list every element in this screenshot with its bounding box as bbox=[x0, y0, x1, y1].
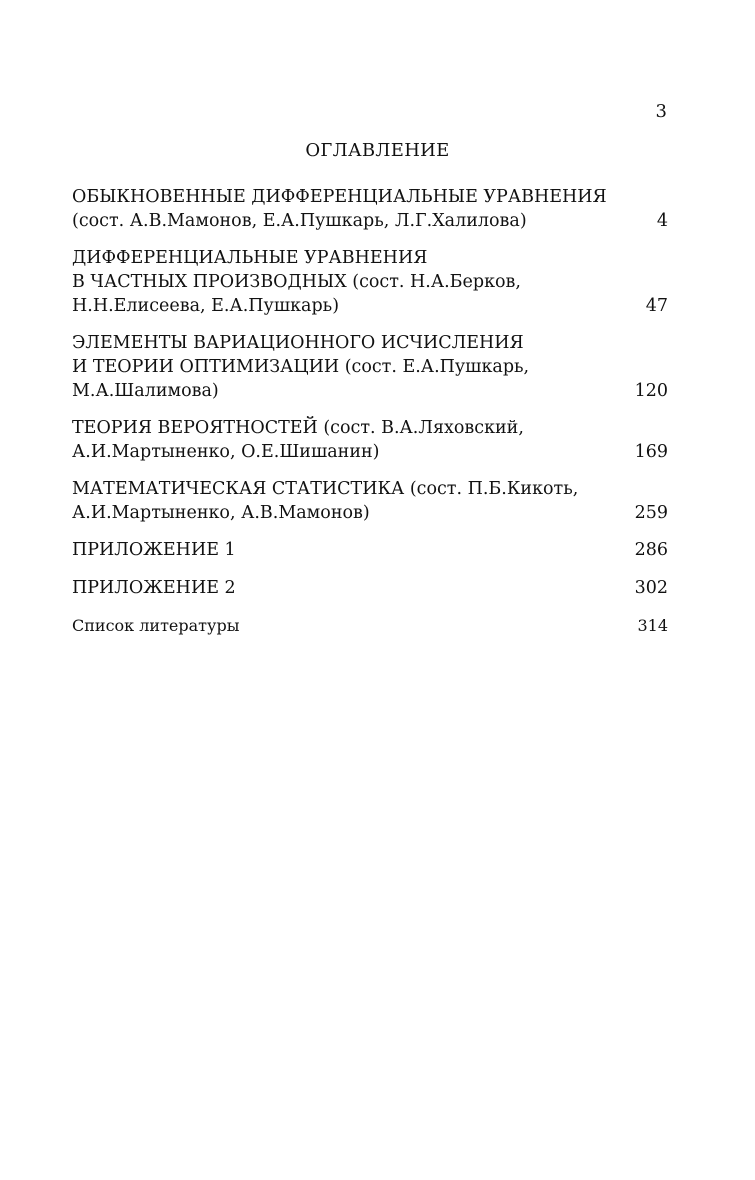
page-number: 3 bbox=[655, 101, 667, 122]
toc-entry-page: 47 bbox=[645, 296, 668, 316]
toc-entry-line: МАТЕМАТИЧЕСКАЯ СТАТИСТИКА (сост. П.Б.Кикоть, bbox=[72, 479, 579, 499]
toc-entry-line: ПРИЛОЖЕНИЕ 1 bbox=[72, 540, 236, 560]
toc-entry-appendix-1[interactable] bbox=[72, 538, 668, 562]
toc-entry-line: (сост. А.В.Мамонов, Е.А.Пушкарь, Л.Г.Халилова) bbox=[72, 211, 527, 231]
toc-entry-text bbox=[72, 576, 612, 600]
toc-entry-bibliography[interactable] bbox=[72, 614, 668, 638]
toc-entry-line: ПРИЛОЖЕНИЕ 2 bbox=[72, 578, 236, 598]
toc-entry-text bbox=[72, 614, 612, 638]
toc-entry-line: ДИФФЕРЕНЦИАЛЬНЫЕ УРАВНЕНИЯ bbox=[72, 248, 428, 268]
toc-entry-line: ОБЫКНОВЕННЫЕ ДИФФЕРЕНЦИАЛЬНЫЕ УРАВНЕНИЯ bbox=[72, 187, 607, 207]
toc-entry-page: 314 bbox=[637, 616, 668, 635]
toc-entry-line: Н.Н.Елисеева, Е.А.Пушкарь) bbox=[72, 296, 340, 316]
toc-entry-probability-theory[interactable] bbox=[72, 416, 668, 464]
toc-entry-page: 286 bbox=[634, 540, 668, 560]
toc-entry-line: ЭЛЕМЕНТЫ ВАРИАЦИОННОГО ИСЧИСЛЕНИЯ bbox=[72, 333, 524, 353]
toc-entry-text bbox=[72, 185, 612, 233]
toc-entry-page: 120 bbox=[634, 381, 668, 401]
toc-entry-text bbox=[72, 246, 612, 318]
toc-entry-mathematical-statistics[interactable] bbox=[72, 477, 668, 525]
toc-entry-calculus-of-variations[interactable] bbox=[72, 331, 668, 403]
toc-entry-appendix-2[interactable] bbox=[72, 576, 668, 600]
toc-entry-page: 169 bbox=[634, 442, 668, 462]
toc-entry-text bbox=[72, 477, 612, 525]
toc-entry-line: В ЧАСТНЫХ ПРОИЗВОДНЫХ (сост. Н.А.Берков, bbox=[72, 272, 521, 292]
toc-entry-line: И ТЕОРИИ ОПТИМИЗАЦИИ (сост. Е.А.Пушкарь, bbox=[72, 357, 530, 377]
toc-entry-text bbox=[72, 331, 612, 403]
table-of-contents bbox=[72, 185, 668, 638]
toc-entry-page: 259 bbox=[634, 503, 668, 523]
toc-entry-page: 302 bbox=[634, 578, 668, 598]
toc-entry-page: 4 bbox=[656, 211, 668, 231]
toc-entry-text bbox=[72, 416, 612, 464]
toc-entry-line: А.И.Мартыненко, О.Е.Шишанин) bbox=[72, 442, 380, 462]
toc-entry-line: М.А.Шалимова) bbox=[72, 381, 219, 401]
toc-entry-text bbox=[72, 538, 612, 562]
toc-entry-line: Список литературы bbox=[72, 616, 240, 635]
toc-entry-line: А.И.Мартыненко, А.В.Мамонов) bbox=[72, 503, 370, 523]
toc-entry-partial-differential-equations[interactable] bbox=[72, 246, 668, 318]
toc-entry-ordinary-differential-equations[interactable] bbox=[72, 185, 668, 233]
page-title: ОГЛАВЛЕНИЕ bbox=[305, 140, 450, 161]
toc-entry-line: ТЕОРИЯ ВЕРОЯТНОСТЕЙ (сост. В.А.Ляховский, bbox=[72, 418, 524, 438]
